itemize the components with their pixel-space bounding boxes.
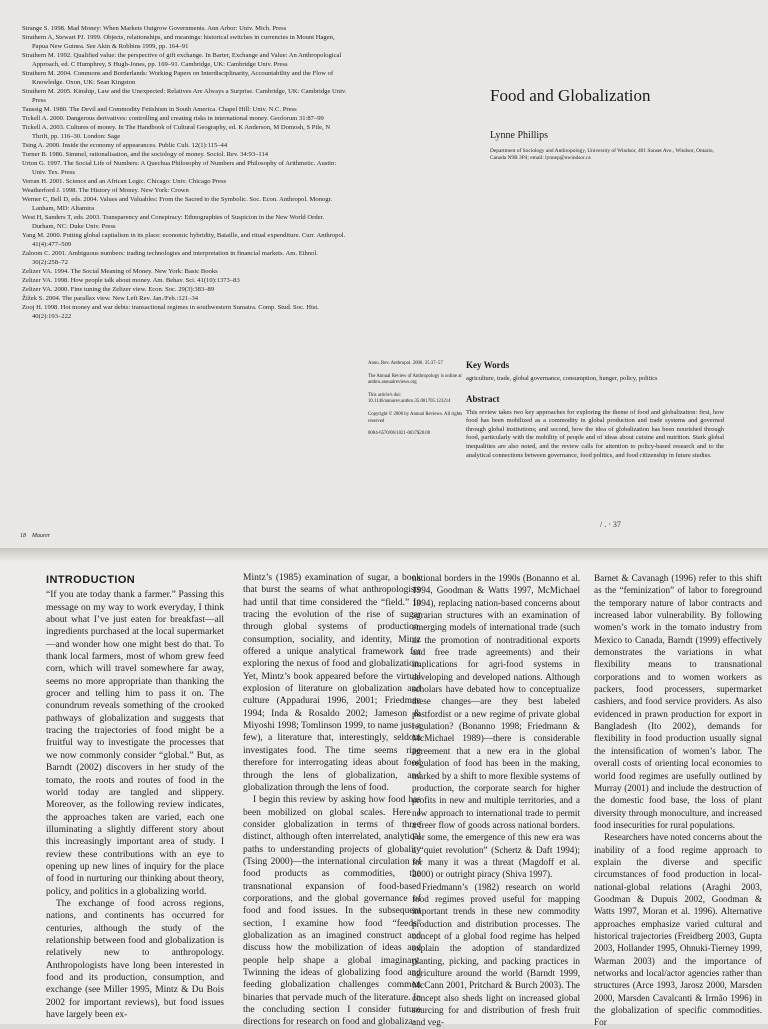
reference-item: Zooj H. 1998. Hot money and war debts: transactional regimes in southwestern Sumatra. Comp. Stud. Soc. Hist. 40(2):193–222 xyxy=(22,304,319,320)
reference-item: Tickell A. 2000. Dangerous derivatives: controlling and creating risks in international money. Geoforum 31:87–99 xyxy=(22,115,324,122)
reference-item: Strathern M. 2004. Commons and Borderlands: Working Papers on Interdisciplinarity, Accountability and the Flow of Knowledge. Oxon, UK: Sean Kingston xyxy=(22,70,334,86)
title-block xyxy=(490,86,750,162)
copyright: Copyright © 2006 by Annual Reviews. All rights reserved xyxy=(368,411,463,424)
publication-meta xyxy=(368,361,478,444)
body-column-4 xyxy=(594,572,762,1029)
reference-item: West H, Sanders T, eds. 2003. Transparency and Conspiracy: Ethnographies of Suspicion in the New World Order. Durham, NC: Duke Univ. Press xyxy=(22,214,325,230)
doi: This article's doi: 10.1146/annurev.anthro.35.081705.123214 xyxy=(368,392,451,405)
body-paragraph: I begin this review by asking how food has been mobilized on global scales. Here I consider globalization in terms of three distinct, although often interrelated, analytical paths to understanding projects of globality (Tsing 2000)—the international circulation of food products as commodities, the transnational expansion of food-based corporations, and the global governance of food and food issues. In the subsequent section, I examine how food “feeds” globalization as an imagined construct and discuss how the mobilization of ideas and people help shape a global imaginary. Twinning the ideas of globalizing food and feeding globalization challenges common binaries that pervade much of the literature. In the concluding section I consider future directions for research on food and globaliza- xyxy=(243,795,421,1028)
author-affiliation: Department of Sociology and Anthropology, University of Windsor, 401 Sunset Ave., Windsor, Ontario, Canada N9B 3P4; email: lynnep@uwindsor.ca xyxy=(490,148,714,161)
page-number: 18 xyxy=(20,533,26,539)
body-paragraph: Mintz’s (1985) examination of sugar, a book that burst the seams of what anthropologists had until that time considered the “field.” In tracing the evolution of the rise of sugar through global systems of production, consumption, sociality, and identity, Mintz offered a unique analytical framework for exploring the nexus of food and globalization. Yet, Mintz’s book appeared before the virtual explosion of literature on globalization and culture (Appadurai 1996, 2001; Friedman 1994; Inda & Rosaldo 2002; Jameson & Miyoshi 1998; Tomlinson 1999, to name just a few), a literature that, interestingly, seldom investigates food. The time seems ripe therefore for interrogating ideas about food through the lens of globalization, and globalization through the lens of food. xyxy=(243,573,421,793)
body-paragraph: Researchers have noted concerns about the inability of a food regime approach to explain the diverse and specific circumstances of food production in local-national-global relations (Araghi 2003, Goodman & Dupuis 2002, Goodman & Watts 1997, Moran et al. 1996). Alternative approaches emphasize varied cultural and historical trajectories (Freidberg 2003, Gupta 2003, Hollander 1995, Ohnuki-Tierney 1999, Warman 2003) and the importance of networks and local/actor agencies rather than structures (Arce 1993, Jarosz 2000, Marsden 2000, Marsden Cavalcanti & Irmão 1996) in the globalization of specific commodities. For xyxy=(594,832,762,1028)
reference-item: Strathern M. 1992. Qualified value: the perspective of gift exchange. In Barter, Exchange and Value: An Anthropological Approach, ed. C Humphrey, S Hugh-Jones, pp. 169–91. Cambridge, UK: Cambridge Univ. Press xyxy=(22,52,342,68)
page-fold-shadow xyxy=(0,548,768,562)
abstract-heading: Abstract xyxy=(466,393,500,404)
reference-item: Weatherford J. 1998. The History of Money. New York: Crown xyxy=(22,187,189,194)
page-footer xyxy=(20,533,50,539)
online-note: The Annual Review of Anthropology is online at anthro.annualreviews.org xyxy=(368,373,462,386)
reference-item: Zaloom C. 2001. Ambiguous numbers: trading technologies and interpretation in financial markets. Am. Ethnol. 30(2):258–72 xyxy=(22,250,318,266)
handwritten-signature: / . · 37 xyxy=(600,520,621,529)
keywords-heading: Key Words xyxy=(466,360,510,370)
abstract-text: This review takes two key approaches for exploring the theme of food and globalization: first, how food has been mobilized as a commodity in global production and trade systems and governed through global institutions; and second, how the idea of globalization has been nourished through food, particularly with the mobility of people and of ideas about cuisine and nutrition. Stark global inequalities are also noted, and the review calls for attention to policy-based research and to the analytical connections between governance, food politics, and food citizenship in future studies. xyxy=(466,408,724,459)
reference-item: Werner C, Bell D, eds. 2004. Values and Valuables: From the Sacred to the Symbolic. Soc. Econ. Anthropol. Monogr. Lanham, MD: Altamira xyxy=(22,196,333,212)
body-column-3 xyxy=(412,572,580,1029)
reference-item: Zelizer VA. 1994. The Social Meaning of Money. New York: Basic Books xyxy=(22,268,218,275)
reference-item: Tsing A. 2000. Inside the economy of appearances. Public Cult. 12(1):115–44 xyxy=(22,142,228,149)
journal-citation: Annu. Rev. Anthropol. 2006. 35:37–57 xyxy=(368,361,443,366)
body-column-1 xyxy=(46,574,224,1021)
keywords-text: agriculture, trade, global governance, consumption, hunger, policy, politics xyxy=(466,375,658,382)
reference-item: Yang M. 2000. Putting global capitalism in its place: economic hybridity, Bataille, and ritual expenditure. Curr. Anthropol. 41(4):477–509 xyxy=(22,232,346,248)
body-paragraph: Friedmann’s (1982) research on world food regimes proved useful for mapping important trends in these new commodity production and distribution processes. The concept of a global food regime has helped explain the adoption of standardized planting, picking, and packing practices in agriculture around the world (Barndt 1999, McCann 2001, Pritchard & Burch 2003). The concept also sheds light on increased global sourcing for and distribution of fresh fruit and veg- xyxy=(412,881,580,1028)
body-column-2 xyxy=(243,572,421,1029)
body-paragraph: The exchange of food across regions, nations, and continents has occurred for centuries, although the study of the relationship between food and globalization is relatively new to anthropology. Anthropologists have long been interested in food and its production, consumption, and exchange (see Miller 1995, Mintz & Du Bois 2002 for important reviews), but food issues have largely been ex- xyxy=(46,898,224,1021)
reference-item: Strathern A, Stewart PJ. 1999. Objects, relationships, and meanings: historical switches in currencies in Mount Hagen, Papua New Guinea. See Akin & Robbins 1999, pp. 164–91 xyxy=(22,34,335,50)
body-paragraph: Barnet & Cavanagh (1996) refer to this shift as the “feminization” of labor to foreground the temporary nature of labor contracts and increased labor vulnerability. By following women’s work in the tomato industry from Mexico to Canada, Barndt (1999) effectively demonstrates the variations in what flexibility means to transnational corporations and to women workers as packers, food processers, supermarket cashiers, and food service providers. As also evidenced in prawn production for export in Bangladesh (Ito 2002), demands for flexibility in food production usually signal the intensification of women’s labor. The overall costs of orienting local economies to world food regimes are usefully outlined by Murray (2001) and include the destruction of the domestic food base, the loss of plant diversity through monoculture, and increased food insecurities for rural populations. xyxy=(594,573,762,830)
keywords-abstract xyxy=(466,360,724,460)
issn: 0084-6570/06/1021-0037$20.00 xyxy=(368,431,431,437)
reference-item: Tickell A. 2003. Cultures of money. In The Handbook of Cultural Geography, ed. K Anderson, M Domosh, S Pile, N Thrift, pp. 116–30. London: Sage xyxy=(22,124,331,140)
body-paragraph: national borders in the 1990s (Bonanno et al. 1994, Goodman & Watts 1997, McMichael 1994), replacing nation-based concerns about agrarian structures with an examination of emerging models of international trade (such as the promotion of nontraditional exports and free trade agreements) and their implications for agri-food systems in developing and developed nations. Although scholars have debated how to conceptualize these changes—are they best labeled postfordist or a new regime of private global regulation? (Bonanno 1998; Friedmann & McMichael 1989)—there is considerable agreement that a new era in the global regulation of food has been in the making, marked by a shift to more flexible systems of production, the corporate search for higher profits in new and multiple territories, and a new approach to international trade to permit a freer flow of goods across national borders. For some, the emergence of this new era was a “quiet revolution” (Schertz & Daft 1994); for many it was a threat (Magdoff et al. 2000) or outright piracy (Shiva 1997). xyxy=(412,573,580,880)
section-heading: INTRODUCTION xyxy=(46,574,136,586)
reference-item: Taussig M. 1980. The Devil and Commodity Fetishism in South America. Chapel Hill: Univ. N.C. Press xyxy=(22,106,297,113)
reference-list xyxy=(22,24,347,321)
reference-item: Zelizer VA. 1998. How people talk about money. Am. Behav. Sci. 41(10):1373–83 xyxy=(22,277,240,284)
running-head: Maurer xyxy=(32,533,51,539)
reference-item: Urton G. 1997. The Social Life of Numbers: A Quechua Philosophy of Numbers and Philosophy of Arithmetic. Austin: Univ. Tex. Press xyxy=(22,160,337,176)
reference-item: Turner B. 1986. Simmel, rationalisation, and the sociology of money. Sociol. Rev. 34:93–114 xyxy=(22,151,269,158)
reference-item: Žižek S. 2004. The parallax view. New Left Rev. Jan./Feb.:121–34 xyxy=(22,295,199,302)
body-paragraph: “If you ate today thank a farmer.” Passing this message on my way to work everyday, I think about what I’ve just eaten for breakfast—all ingredients purchased at the local supermarket—and wonder how one might best do that. To thank local farmers, most of whom grew feed corn, which will travel somewhere far away, seems no more appropriate than thanking the grocer and telling him to pass it on. The conundrum reveals something of the crooked pathways of globalization and suggests that tracing the trajectories of food might be a fruitful way to investigate the processes that we now commonly consider “global.” But, as Barndt (2002) discovers in her study of the tomato, the roots and routes of food in the world today are tangled and slippery. Moreover, as the following review indicates, the approaches taken are varied, each one illuminating a slightly different story about this increasingly important area of study. I review these contributions with an eye to opening up new lines of inquiry for the place of food in nurturing our thinking about theory, policy, and politics in a globalizing world. xyxy=(46,590,224,897)
reference-item: Strange S. 1998. Mad Money: When Markets Outgrow Governments. Ann Arbor: Univ. Mich. Press xyxy=(22,25,287,32)
reference-item: Zelizer VA. 2000. Fine tuning the Zelizer view. Econ. Soc. 29(3):383–89 xyxy=(22,286,215,293)
reference-item: Verran H. 2001. Science and an African Logic. Chicago: Univ. Chicago Press xyxy=(22,178,227,185)
author-name: Lynne Phillips xyxy=(490,130,549,141)
reference-item: Strathern M. 2005. Kinship, Law and the Unexpected: Relatives Are Always a Surprise. Cambridge, UK: Cambridge Univ. Press xyxy=(22,88,347,104)
article-title: Food and Globalization xyxy=(490,86,651,105)
